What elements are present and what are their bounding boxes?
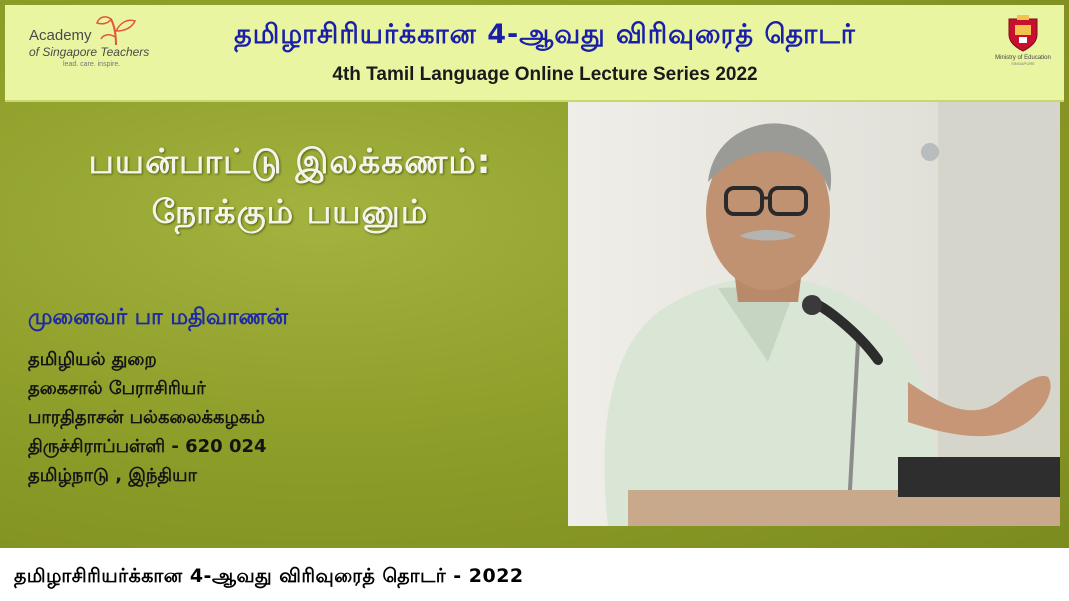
academy-logo-tagline: lead. care. inspire. — [63, 61, 121, 68]
sprout-icon — [91, 13, 141, 47]
speaker-at-podium-image — [568, 102, 1060, 526]
header-banner — [5, 5, 1064, 102]
speaker-detail-line: தமிழ்நாடு , இந்தியா — [28, 465, 197, 486]
moe-logo-line2: SINGAPORE — [1011, 61, 1035, 66]
academy-of-singapore-teachers-logo — [23, 13, 173, 73]
speaker-photo — [568, 102, 1060, 526]
speaker-detail-line: தகைசால் பேராசிரியர் — [28, 378, 206, 399]
ministry-of-education-logo — [990, 13, 1056, 83]
footer-caption: தமிழாசிரியர்க்கான 4-ஆவது விரிவுரைத் தொடர் - 2022 — [14, 565, 524, 587]
moe-logo-line1: Ministry of Education — [995, 55, 1051, 61]
speaker-name: முனைவர் பா மதிவாணன் — [28, 305, 288, 330]
speaker-detail-line: பாரதிதாசன் பல்கலைக்கழகம் — [28, 407, 265, 428]
speaker-detail-line: திருச்சிராப்பள்ளி - 620 024 — [28, 436, 267, 457]
academy-logo-line1: Academy — [29, 27, 92, 44]
speaker-details — [28, 345, 267, 490]
series-title-tamil: தமிழாசிரியர்க்கான 4-ஆவது விரிவுரைத் தொடர் — [234, 19, 856, 50]
lecture-title-line2: நோக்கும் பயனும் — [151, 192, 429, 231]
academy-logo-line2: of Singapore Teachers — [29, 45, 150, 59]
series-title-english: 4th Tamil Language Online Lecture Series 2022 — [332, 64, 758, 85]
lecture-title-line1: பயன்பாட்டு இலக்கணம்: — [88, 142, 492, 182]
speaker-detail-line: தமிழியல் துறை — [28, 349, 157, 370]
moe-crest-icon — [1005, 13, 1041, 53]
lecture-title — [30, 142, 550, 236]
